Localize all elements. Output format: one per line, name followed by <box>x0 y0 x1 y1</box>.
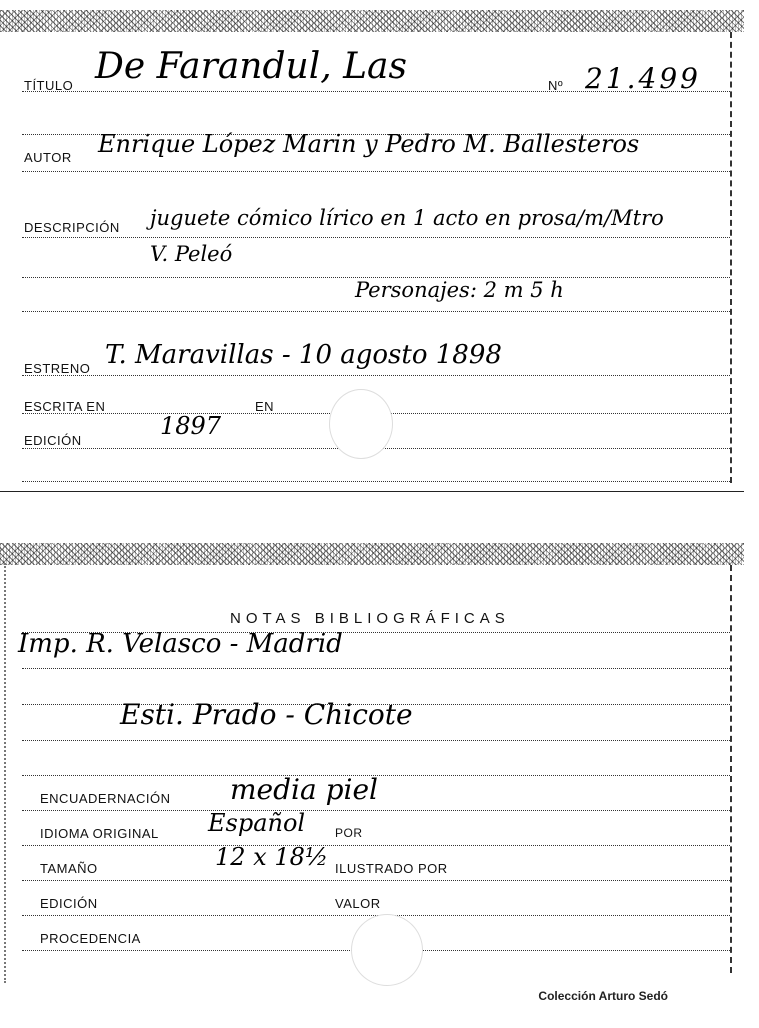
autor-value: Enrique López Marin y Pedro M. Ballesteros <box>98 130 640 158</box>
ilustrado-label: ILUSTRADO POR <box>335 861 448 876</box>
card-right-border <box>730 32 732 483</box>
card-left-border <box>4 563 6 983</box>
descripcion-label: DESCRIPCIÓN <box>24 220 120 235</box>
escrita-en-label: ESCRITA EN <box>24 399 106 414</box>
titulo-label: TÍTULO <box>24 78 74 93</box>
catalog-card-front <box>0 10 744 492</box>
encuadernacion-label: ENCUADERNACIÓN <box>40 791 171 806</box>
descripcion-line1: juguete cómico lírico en 1 acto en prosa/m/Mtro <box>150 206 664 230</box>
ruled-line <box>22 480 730 482</box>
punch-hole <box>330 390 392 458</box>
ruled-line <box>22 310 730 312</box>
tamano-value: 12 x 18½ <box>215 843 329 871</box>
ruled-line <box>22 170 730 172</box>
edicion-label: EDICIÓN <box>24 433 82 448</box>
en-label: EN <box>255 399 275 414</box>
card-edge-texture <box>0 10 744 32</box>
titulo-value: De Farandul, Las <box>95 46 407 87</box>
numero-value: 21.499 <box>585 62 701 95</box>
collection-credit: Colección Arturo Sedó <box>538 989 668 1003</box>
card-right-border <box>730 565 732 973</box>
descripcion-line2: V. Peleó <box>150 242 233 266</box>
tamano-label: TAMAÑO <box>40 861 98 876</box>
edicion-label: EDICIÓN <box>40 896 98 911</box>
ruled-line <box>22 236 730 238</box>
autor-label: AUTOR <box>24 150 72 165</box>
procedencia-label: PROCEDENCIA <box>40 931 141 946</box>
catalog-card-notes <box>0 543 744 1003</box>
estreno-value: T. Maravillas - 10 agosto 1898 <box>105 340 502 370</box>
numero-label: Nº <box>548 78 564 93</box>
notas-heading: NOTAS BIBLIOGRÁFICAS <box>230 610 510 627</box>
por-label: POR <box>335 826 363 840</box>
ruled-line <box>22 667 730 669</box>
ruled-line <box>22 739 730 741</box>
card-edge-texture <box>0 543 744 565</box>
personajes-value: Personajes: 2 m 5 h <box>355 278 564 302</box>
punch-hole <box>352 915 422 985</box>
ruled-line <box>22 809 730 811</box>
estreno-label: ESTRENO <box>24 361 91 376</box>
nota-line1: Imp. R. Velasco - Madrid <box>18 629 343 659</box>
ruled-line <box>22 374 730 376</box>
ruled-line <box>22 879 730 881</box>
nota-line2: Esti. Prado - Chicote <box>120 698 413 731</box>
encuadernacion-value: media piel <box>230 773 378 806</box>
valor-label: VALOR <box>335 896 381 911</box>
edicion-value: 1897 <box>160 412 222 440</box>
idioma-label: IDIOMA ORIGINAL <box>40 826 159 841</box>
ruled-line <box>22 844 730 846</box>
idioma-value: Español <box>208 809 306 837</box>
